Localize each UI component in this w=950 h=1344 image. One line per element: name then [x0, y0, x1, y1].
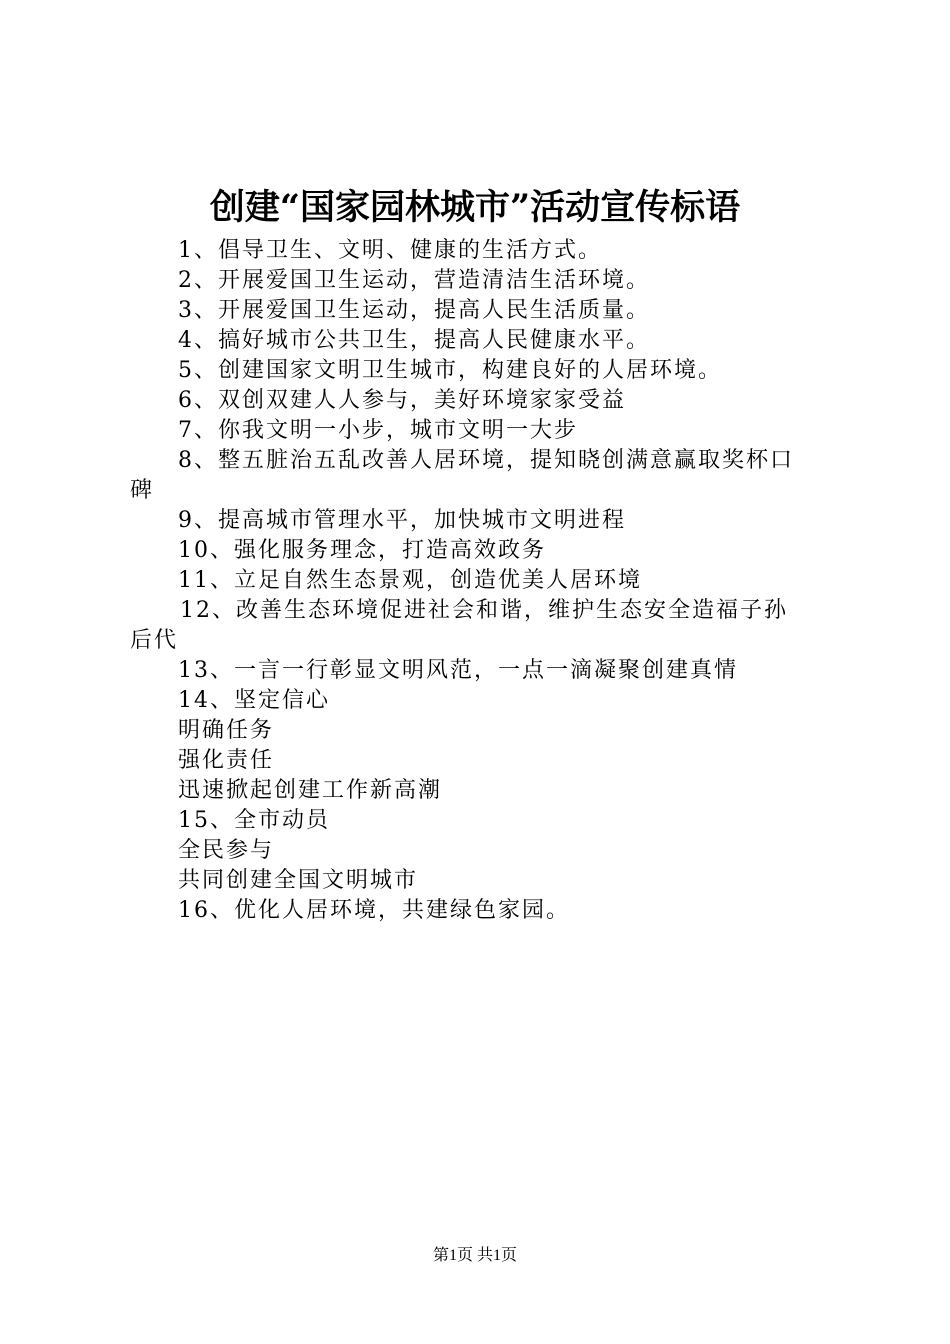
- slogan-line-continuation: 后代: [130, 628, 179, 653]
- slogan-line: 12、改善生态环境促进社会和谐，维护生态安全造福子孙: [180, 598, 788, 623]
- slogan-line: 2、开展爱国卫生运动，营造清洁生活环境。: [178, 268, 650, 293]
- slogan-line: 4、搞好城市公共卫生，提高人民健康水平。: [178, 328, 650, 353]
- slogan-line: 8、整五脏治五乱改善人居环境，提知晓创满意赢取奖杯口: [178, 448, 794, 473]
- slogan-line: 1、倡导卫生、文明、健康的生活方式。: [178, 238, 602, 263]
- slogan-line: 强化责任: [178, 748, 275, 773]
- slogan-line-continuation: 碑: [130, 478, 155, 503]
- slogan-line: 11、立足自然生态景观，创造优美人居环境: [178, 568, 642, 593]
- slogan-line: 6、双创双建人人参与，美好环境家家受益: [178, 388, 626, 413]
- slogan-line: 明确任务: [178, 718, 275, 743]
- slogan-line: 迅速掀起创建工作新高潮: [178, 778, 443, 803]
- slogan-line: 共同创建全国文明城市: [178, 868, 419, 893]
- slogan-line: 10、强化服务理念，打造高效政务: [178, 538, 546, 563]
- document-title: 创建“国家园林城市”活动宣传标语: [209, 187, 741, 228]
- slogan-line: 9、提高城市管理水平，加快城市文明进程: [178, 508, 626, 533]
- slogan-line: 7、你我文明一小步，城市文明一大步: [178, 418, 578, 443]
- slogan-line: 16、优化人居环境，共建绿色家园。: [178, 898, 570, 923]
- slogan-line: 14、坚定信心: [178, 688, 330, 713]
- slogan-line: 15、全市动员: [178, 808, 330, 833]
- slogan-line: 全民参与: [178, 838, 275, 863]
- page-footer: 第1页 共1页: [432, 1247, 517, 1264]
- slogan-list: [130, 236, 840, 926]
- slogan-line: 13、一言一行彰显文明风范，一点一滴凝聚创建真情: [178, 658, 738, 683]
- slogan-line: 5、创建国家文明卫生城市，构建良好的人居环境。: [178, 358, 722, 383]
- slogan-line: 3、开展爱国卫生运动，提高人民生活质量。: [178, 298, 650, 323]
